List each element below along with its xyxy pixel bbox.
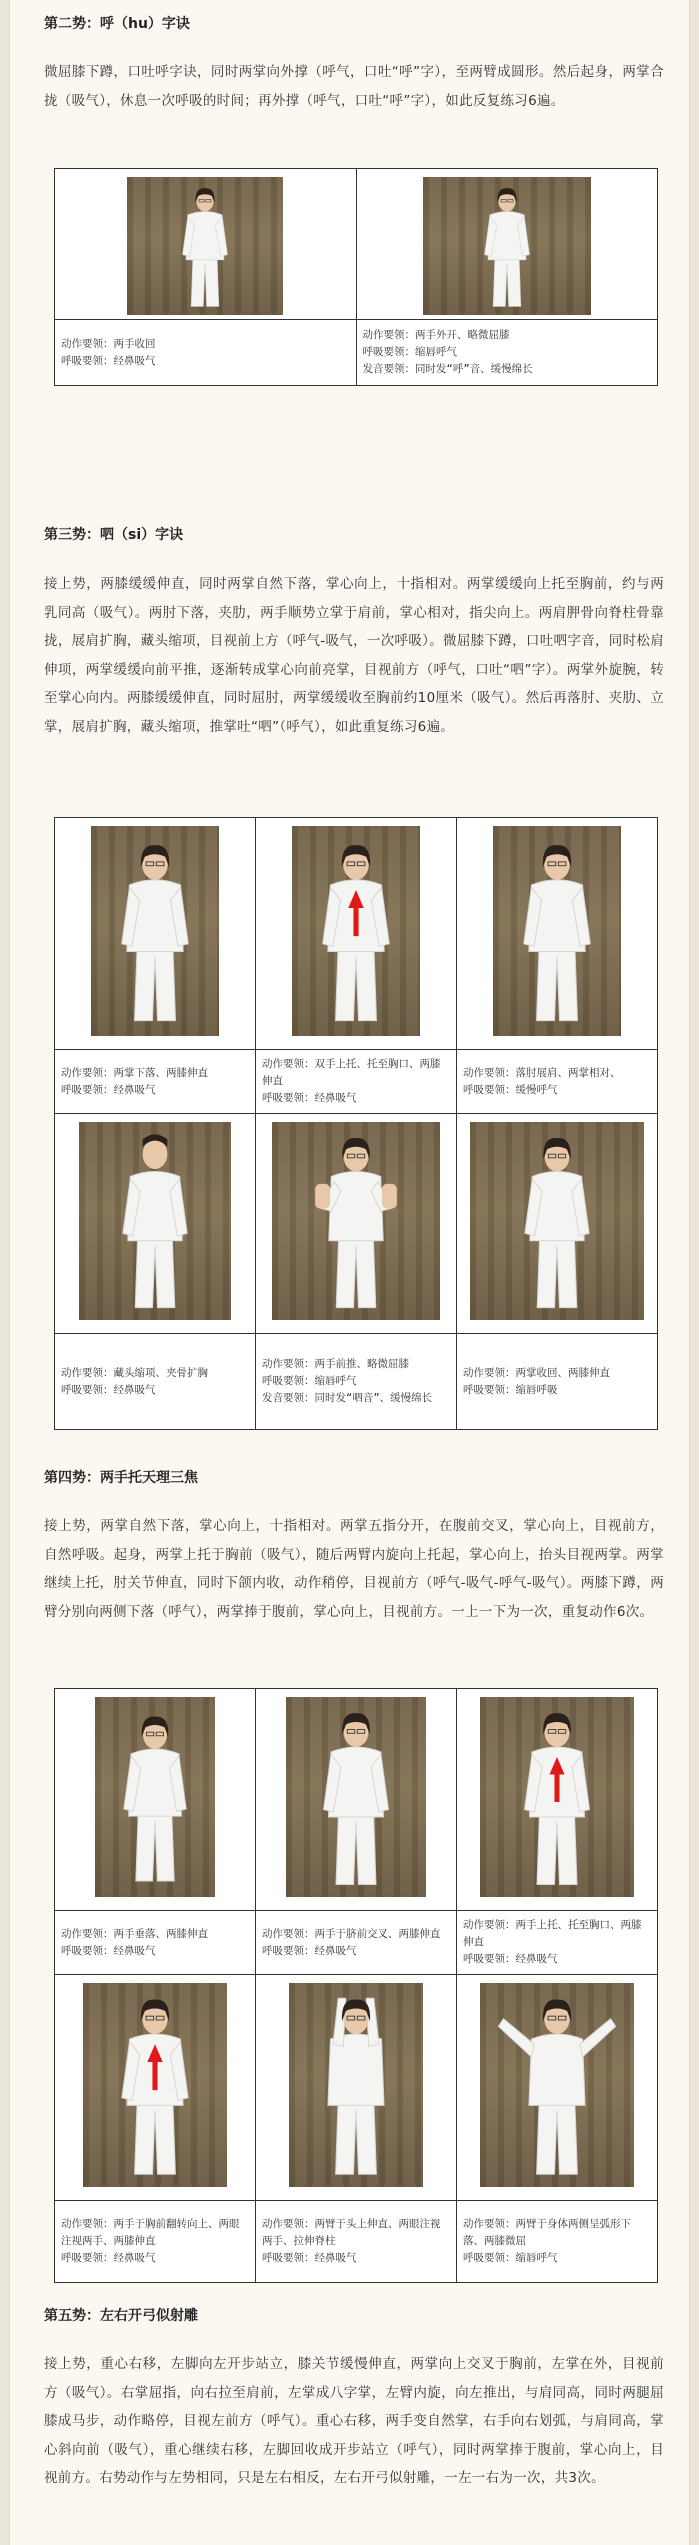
person-icon [79,1122,231,1320]
caption-cell [256,1334,457,1430]
photo-cell [457,818,658,1050]
caption-line: 动作要领：两掌下落、两膝伸直 [61,1066,208,1079]
caption-line: 动作要领：两手于胸前翻转向上、两眼注视两手、两膝伸直 [61,2218,240,2247]
exercise-photo[interactable] [480,1697,634,1897]
person-icon [480,1983,634,2187]
photo-cell [457,1114,658,1334]
section-paragraph: 接上势，两掌自然下落，掌心向上，十指相对。两掌五指分开，在腹前交叉，掌心向上，目视前方，自然呼吸。起身，两掌上托于胸前（吸气），随后两臂内旋向上托起，掌心向上，抬头目视两掌。两掌继续上托，肘关节伸直，同时下颌内收，动作稍停，目视前方（呼气-吸气-呼气-吸气）。两膝下蹲，两臂分别向两侧下落（呼气），两掌捧于腹前，掌心向上，目视前方。一上一下为一次，重复动作6次。 [44,1518,664,1620]
caption-line: 动作要领：两手垂落、两膝伸直 [61,1927,208,1940]
caption-cell [356,320,658,386]
caption-cell [457,1050,658,1114]
exercise-photo[interactable] [79,1122,231,1320]
section-title: 第五势：左右开弓似射雕 [44,2308,198,2324]
caption-line: 呼吸要领：经鼻吸气 [262,1944,357,1957]
person-icon [286,1697,426,1897]
photo-cell [256,1114,457,1334]
caption-line: 呼吸要领：经鼻吸气 [262,2252,357,2264]
section-paragraph: 微屈膝下蹲，口吐呼字诀，同时两掌向外撑（呼气，口吐“呼”字），至两臂成圆形。然后起身，两掌合拢（吸气），休息一次呼吸的时间；再外撑（呼气，口吐“呼”字），如此反复练习6遍。 [44,64,664,109]
caption-cell [55,2201,256,2283]
caption-line: 呼吸要领：经鼻吸气 [61,1083,156,1096]
exercise-photo[interactable] [91,826,219,1036]
person-icon [83,1983,227,2187]
photo-cell [457,1975,658,2201]
photo-cell [256,818,457,1050]
caption-line: 呼吸要领：经鼻吸气 [61,1383,156,1396]
exercise-photo[interactable] [286,1697,426,1897]
caption-line: 呼吸要领：缩唇呼吸 [463,1383,558,1396]
caption-cell [457,1334,658,1430]
exercise-photo[interactable] [480,1983,634,2187]
moves-table [54,168,658,386]
caption-cell [457,2201,658,2283]
caption-line: 动作要领：两手前推、略微屈膝 [262,1358,409,1370]
photo-cell [356,169,658,320]
section-paragraph: 接上势，重心右移，左脚向左开步站立，膝关节缓慢伸直，两掌向上交叉于胸前，左掌在外，目视前方（吸气）。右掌屈指，向右拉至肩前，左掌成八字掌，左臂内旋，向左推出，与肩同高，同时两腿屈膝成马步，动作略停，目视左前方（呼气）。重心右移，两手变自然掌，右手向右划弧，与肩同高，掌心斜向前（吸气），重心继续右移，左脚回收成开步站立（呼气），同时两掌捧于腹前，掌心向上，目视前方。右势动作与左势相同，只是左右相反，左右开弓似射雕，一左一右为一次，共3次。 [44,2356,664,2486]
caption-cell [55,1334,256,1430]
caption-line: 动作要领：两手外开、略微屈膝 [362,329,510,341]
caption-cell [55,1050,256,1114]
person-icon [292,826,420,1036]
exercise-photo[interactable] [292,826,420,1036]
photo-cell [55,1975,256,2201]
person-icon [470,1122,644,1320]
caption-line: 呼吸要领：缩唇呼气 [262,1375,357,1387]
caption-line: 呼吸要领：经鼻吸气 [463,1953,558,1965]
caption-line: 动作要领：两手上托、托至胸口、两膝伸直 [463,1919,642,1948]
exercise-photo[interactable] [95,1697,215,1897]
photo-cell [457,1689,658,1911]
photo-cell [256,1689,457,1911]
caption-cell [55,1911,256,1975]
caption-line: 动作要领：两掌收回、两膝伸直 [463,1366,610,1379]
exercise-photo[interactable] [83,1983,227,2187]
section-title: 第二势：呼（hu）字诀 [44,16,190,32]
section-title: 第四势：两手托天理三焦 [44,1470,198,1486]
photo-cell [256,1975,457,2201]
moves-table [54,1688,658,2283]
section-title: 第三势：呬（si）字诀 [44,527,184,543]
caption-line: 动作要领：落肘展肩、两掌相对、 [463,1066,621,1079]
photo-cell [55,169,357,320]
caption-cell [55,320,357,386]
person-icon [480,1697,634,1897]
person-icon [127,177,283,315]
photo-cell [55,818,256,1050]
caption-cell [256,2201,457,2283]
exercise-photo[interactable] [289,1983,423,2187]
caption-line: 呼吸要领：经鼻吸气 [61,1944,156,1957]
caption-line: 动作要领：双手上托、托至胸口、两膝伸直 [262,1058,441,1087]
caption-line: 呼吸要领：缓慢呼气 [463,1083,558,1096]
caption-cell [256,1050,457,1114]
article-page [10,0,689,2545]
person-icon [91,826,219,1036]
caption-line: 发音要领：同时发“呼”音、缓慢绵长 [362,363,533,375]
caption-line: 动作要领：藏头缩项、夹骨扩胸 [61,1366,208,1379]
person-icon [95,1697,215,1897]
exercise-photo[interactable] [272,1122,440,1320]
caption-line: 呼吸要领：经鼻吸气 [262,1092,357,1104]
caption-line: 动作要领：两手于脐前交叉、两膝伸直 [262,1927,441,1940]
moves-table [54,817,658,1430]
caption-line: 动作要领：两臂于身体两侧呈弧形下落、两膝微屈 [463,2218,631,2247]
person-icon [493,826,621,1036]
caption-line: 动作要领：两臂于头上伸直、两眼注视两手、拉伸脊柱 [262,2218,441,2247]
caption-line: 呼吸要领：缩唇呼气 [463,2252,558,2264]
photo-cell [55,1689,256,1911]
person-icon [272,1122,440,1320]
caption-line: 呼吸要领：经鼻吸气 [61,354,156,367]
exercise-photo[interactable] [493,826,621,1036]
caption-cell [457,1911,658,1975]
caption-line: 呼吸要领：缩唇呼气 [362,346,457,358]
section-paragraph: 接上势，两膝缓缓伸直，同时两掌自然下落，掌心向上，十指相对。两掌缓缓向上托至胸前，约与两乳同高（吸气）。两肘下落，夹肋，两手顺势立掌于肩前，掌心相对，指尖向上。两肩胛骨向脊柱骨靠拢，展肩扩胸，藏头缩项，目视前上方（呼气-吸气，一次呼吸）。微屈膝下蹲，口吐呬字音，同时松肩伸项，两掌缓缓向前平推，逐渐转成掌心向前亮掌，目视前方（呼气，口吐“呬”字）。两掌外旋腕，转至掌心向内。两膝缓缓伸直，同时屈肘，两掌缓缓收至胸前约10厘米（吸气）。然后再落肘、夹肋、立掌，展肩扩胸，藏头缩项，推掌吐“呬”（呼气），如此重复练习6遍。 [44,576,664,735]
caption-line: 动作要领：两手收回 [61,337,156,350]
exercise-photo[interactable] [470,1122,644,1320]
person-icon [423,177,591,315]
person-icon [289,1983,423,2187]
caption-line: 发音要领：同时发“呬音”、缓慢绵长 [262,1392,433,1404]
caption-cell [256,1911,457,1975]
photo-cell [55,1114,256,1334]
exercise-photo[interactable] [423,177,591,315]
exercise-photo[interactable] [127,177,283,315]
caption-line: 呼吸要领：经鼻吸气 [61,2252,156,2264]
